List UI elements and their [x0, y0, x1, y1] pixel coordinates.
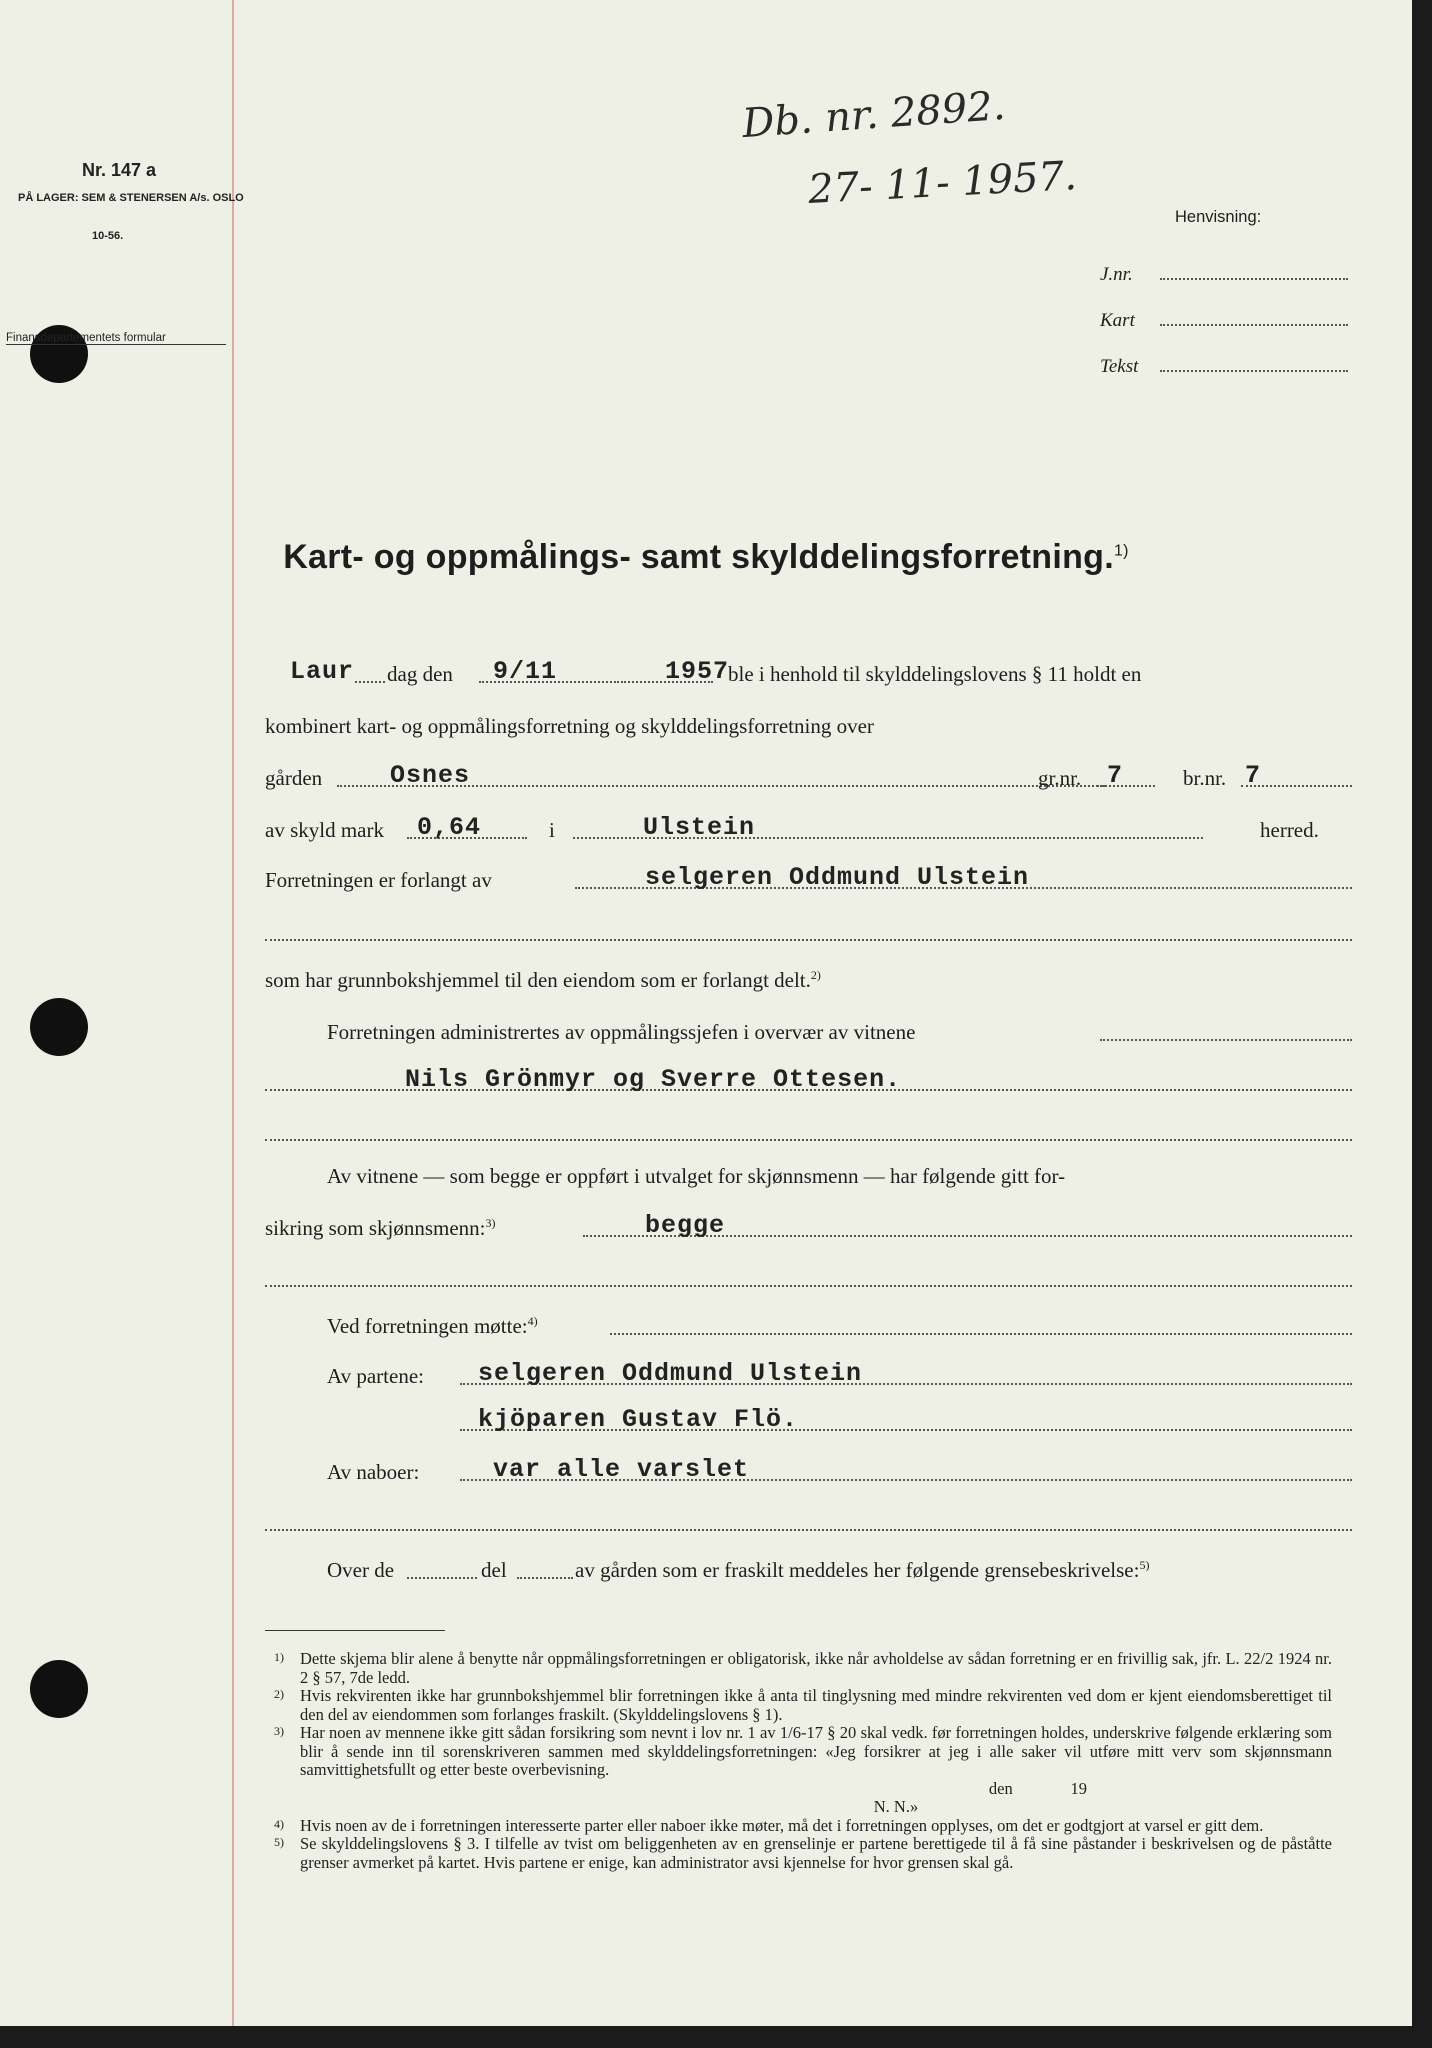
footnote-num: 3): [274, 1724, 284, 1738]
footnote-3-signature: [300, 1780, 1332, 1799]
mote-label: [327, 1303, 538, 1344]
hjemmel-fn: 2): [810, 968, 821, 982]
row-grense: [265, 1552, 1332, 1588]
row-skyld: [265, 812, 1332, 848]
dotted-line: [407, 1577, 477, 1579]
row-hjemmel: [265, 962, 1332, 998]
partene-label: Av partene:: [327, 1364, 424, 1388]
henvisning-jnr: [1100, 256, 1348, 286]
footnote-text: Dette skjema blir alene å benytte når oppmålingsforretningen er obligatorisk, ikke når avholdelse av sådan forretning er en frivillig sak, jfr. L. 22/2 1924 nr. 2 § 57, 7de ledd.: [300, 1649, 1332, 1687]
dotted-line: [517, 1577, 573, 1579]
form-edition: 10-56.: [92, 230, 124, 242]
over-de-label: Over de: [327, 1558, 395, 1582]
footnote-5: [274, 1834, 1332, 1872]
intro-line2: kombinert kart- og oppmålingsforretning og skylddelingsforretning over: [265, 714, 874, 738]
naboer-label: Av naboer:: [327, 1460, 420, 1484]
i-label: i: [549, 818, 555, 842]
title-footnote-ref: 1): [1113, 542, 1129, 560]
year-value: 1957: [665, 657, 730, 686]
henvisning-tekst: [1100, 348, 1348, 378]
footnotes: [274, 1649, 1332, 1872]
row-partene2: [265, 1404, 1332, 1440]
row-admin: [265, 1014, 1332, 1050]
henvisning-kart-label: Kart: [1100, 310, 1135, 331]
weekday-value: Laur: [290, 657, 355, 686]
handwritten-doc-number: Db. nr. 2892.: [740, 82, 1007, 148]
hjemmel-text: [265, 957, 821, 998]
row-vitner-text1: [265, 1158, 1332, 1194]
skyld-value: 0,64: [417, 813, 482, 842]
footnote-num: 2): [274, 1687, 284, 1701]
intro-text: ble i henhold til skylddelingslovens § 11 holdt en: [728, 662, 1142, 686]
vitner-value: Nils Grönmyr og Sverre Ottesen.: [405, 1065, 902, 1094]
henvisning-title: Henvisning:: [1175, 208, 1262, 226]
vitner-text2: [265, 1205, 496, 1246]
dotted-line: [265, 939, 1352, 941]
footnote-text: Hvis rekvirenten ikke har grunnbokshjemmel blir forretningen ikke å anta til tinglysning med mindre rekvirenten ved dom er kjent eiendomsberettiget til den del av eiendommen som forlanges fraskilt. (Skylddelingslovens § 1).: [300, 1686, 1332, 1724]
herred-label: herred.: [1260, 818, 1319, 842]
dotted-line: [265, 1529, 1352, 1531]
row-blank: [265, 1504, 1332, 1540]
row-vitner: [265, 1064, 1332, 1100]
dotted-line: [1160, 278, 1348, 280]
footnote-2: [274, 1686, 1332, 1724]
date-value: 9/11: [493, 657, 558, 686]
document-title-text: Kart- og oppmålings- samt skylddelingsforretning.: [283, 538, 1114, 576]
forlangt-label: Forretningen er forlangt av: [265, 868, 492, 892]
admin-text: Forretningen administrertes av oppmålingssjefen i overvær av vitnene: [327, 1020, 916, 1044]
footnote-num: 4): [274, 1816, 284, 1831]
footnote-den: den: [988, 1778, 1013, 1798]
henvisning-kart: [1100, 302, 1348, 332]
del-label: del: [481, 1558, 507, 1582]
footnote-rule: [265, 1630, 445, 1631]
dag-den-label: dag den: [387, 662, 453, 686]
footnote-1: [274, 1649, 1332, 1687]
brnr-value: 7: [1245, 761, 1262, 790]
punch-hole: [30, 998, 88, 1056]
row-forlangt: [265, 862, 1332, 898]
mote-label-text: Ved forretningen møtte:: [327, 1314, 528, 1338]
grnr-value: 7: [1107, 761, 1124, 790]
row-date: [265, 656, 1332, 692]
dotted-line: [265, 1139, 1352, 1141]
footnote-4: [274, 1815, 1332, 1836]
forsikring-value: begge: [645, 1211, 726, 1240]
footnote-3: [274, 1723, 1332, 1780]
footnote-year: 19: [1070, 1778, 1087, 1798]
herred-value: Ulstein: [643, 813, 756, 842]
row-line2: [265, 708, 1332, 744]
document-title: [0, 538, 1412, 577]
footnote-text: Se skylddelingslovens § 3. I tilfelle av tvist om beliggenheten av en grenselinje er partene berettigede til å få sine påstander i beskrivelsen og de påståtte grenser avmerket på kartet. Hvis partene er enige, kan administrator avsi kjennelse for hvor grensen skal gå.: [300, 1834, 1332, 1872]
naboer-value: var alle varslet: [493, 1455, 750, 1484]
henvisning-jnr-label: J.nr.: [1100, 264, 1133, 285]
vitner-text1: Av vitnene — som begge er oppført i utvalget for skjønnsmenn — har følgende gitt for-: [327, 1164, 1066, 1188]
form-number: Nr. 147 a: [82, 160, 157, 180]
row-blank: [265, 914, 1332, 950]
row-blank: [265, 1114, 1332, 1150]
garden-value: Osnes: [390, 761, 471, 790]
hjemmel-text-content: som har grunnbokshjemmel til den eiendom som er forlangt delt.: [265, 968, 811, 992]
form-publisher: PÅ LAGER: SEM & STENERSEN A/s. OSLO: [18, 192, 244, 204]
grense-text-content: av gården som er fraskilt meddeles her følgende grensebeskrivelse:: [575, 1558, 1140, 1582]
dotted-line: [1100, 1039, 1352, 1041]
row-forsikring: [265, 1210, 1332, 1246]
mote-fn: 4): [527, 1314, 538, 1328]
row-partene: [265, 1358, 1332, 1394]
grnr-label: gr.nr.: [1038, 766, 1082, 790]
forlangt-value: selgeren Oddmund Ulstein: [645, 863, 1030, 892]
footnote-3-nn: N. N.»: [873, 1797, 919, 1816]
row-mote: [265, 1308, 1332, 1344]
footnote-text: Har noen av mennene ikke gitt sådan forsikring som nevnt i lov nr. 1 av 1/6-17 § 20 skal vedk. før forretningen holdes, underskrive følgende erklæring som blir å sende inn til sorenskriveren sammen med skylddelingsforretningen: «Jeg forsikrer at jeg i alle saker vil utføre mitt verv som skjønnsmann samvittighetsfullt og etter beste overbevisning.: [300, 1723, 1332, 1779]
dotted-line: [1160, 324, 1348, 326]
dotted-line: [610, 1333, 1352, 1335]
garden-label: gården: [265, 766, 323, 790]
dotted-line: [1097, 785, 1155, 787]
partene-value-2: kjöparen Gustav Flö.: [478, 1405, 799, 1434]
brnr-label: br.nr.: [1183, 766, 1227, 790]
row-naboer: [265, 1454, 1332, 1490]
henvisning-tekst-label: Tekst: [1100, 356, 1139, 377]
vitner-fn: 3): [485, 1216, 496, 1230]
row-garden: [265, 760, 1332, 796]
footnote-num: 1): [274, 1650, 284, 1664]
partene-value-1: selgeren Oddmund Ulstein: [478, 1359, 863, 1388]
footnote-num: 5): [274, 1835, 284, 1849]
footnote-text: Hvis noen av de i forretningen interesserte parter eller naboer ikke møter, må det i forretningen opplyses, om det er godtgjort at varsel er gitt dem.: [300, 1815, 1264, 1835]
row-blank: [265, 1260, 1332, 1296]
vitner-text2-content: sikring som skjønnsmenn:: [265, 1216, 486, 1240]
handwritten-date: 27- 11- 1957.: [806, 152, 1078, 214]
dotted-line: [355, 681, 385, 683]
grense-fn: 5): [1139, 1558, 1150, 1572]
dotted-line: [265, 1285, 1352, 1287]
form-department: Finansdepartementets formular: [6, 332, 226, 345]
punch-hole: [30, 1660, 88, 1718]
skyld-label: av skyld mark: [265, 818, 384, 842]
margin-line: [232, 0, 234, 2026]
dotted-line: [1160, 370, 1348, 372]
grense-text: [575, 1547, 1149, 1588]
